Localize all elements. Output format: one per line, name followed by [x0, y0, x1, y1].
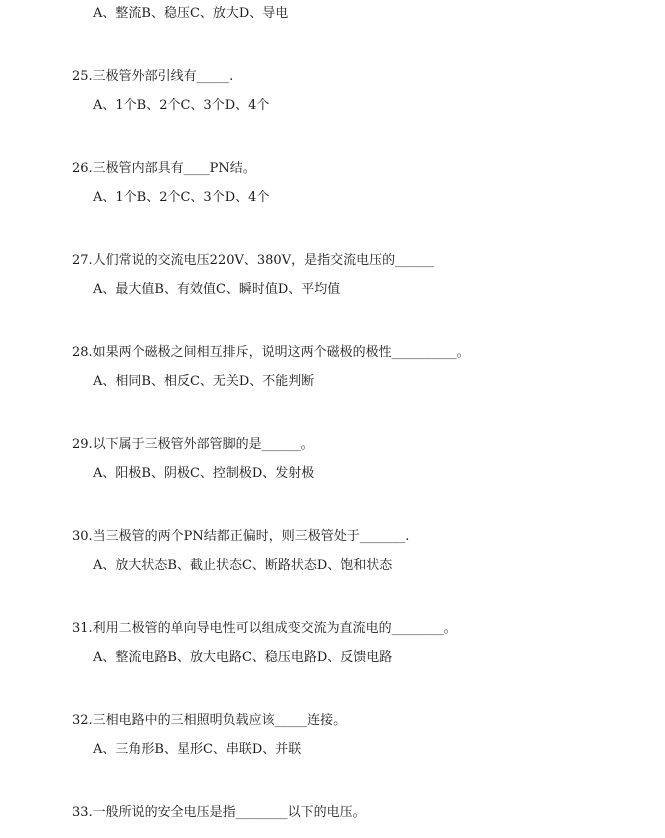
question-stem: 31.利用二极管的单向导电性可以组成变交流为直流电的________。: [72, 621, 457, 636]
question-stem: 25.三极管外部引线有_____.: [72, 69, 234, 84]
question-stem: 29.以下属于三极管外部管脚的是______。: [72, 437, 314, 452]
question-options: A、放大状态B、截止状态C、断路状态D、饱和状态: [93, 558, 393, 573]
question-stem: 27.人们常说的交流电压220V、380V，是指交流电压的______: [72, 253, 435, 268]
question-24-options: A、整流B、稳压C、放大D、导电: [93, 6, 289, 21]
question-stem: 26.三极管内部具有____PN结。: [72, 161, 256, 176]
question-stem: 32.三相电路中的三相照明负载应该_____连接。: [72, 713, 347, 728]
question-stem: 30.当三极管的两个PN结都正偏时，则三极管处于_______.: [72, 529, 410, 544]
question-stem: 28.如果两个磁极之间相互排斥，说明这两个磁极的极性__________。: [72, 345, 470, 360]
question-options: A、三角形B、星形C、串联D、并联: [93, 742, 302, 757]
question-options: A、1个B、2个C、3个D、4个: [93, 98, 270, 113]
question-stem: 33.一般所说的安全电压是指________以下的电压。: [72, 805, 366, 820]
question-options: A、最大值B、有效值C、瞬时值D、平均值: [93, 282, 341, 297]
question-options: A、整流电路B、放大电路C、稳压电路D、反馈电路: [93, 650, 393, 665]
question-options: A、1个B、2个C、3个D、4个: [93, 190, 270, 205]
question-options: A、相同B、相反C、无关D、不能判断: [93, 374, 315, 389]
question-options: A、阳极B、阴极C、控制极D、发射极: [93, 466, 315, 481]
